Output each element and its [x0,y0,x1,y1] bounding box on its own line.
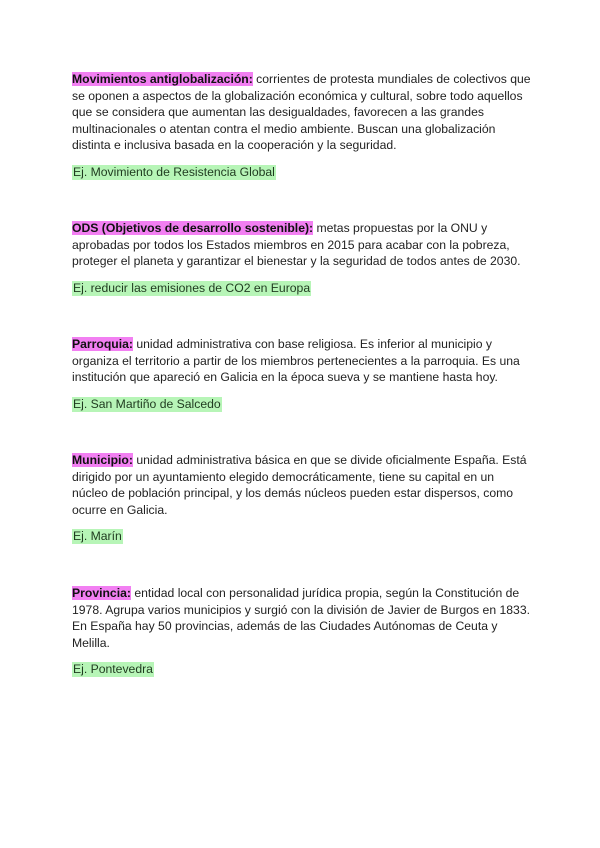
term-label: Parroquia: [72,337,133,351]
definition-paragraph [72,452,532,518]
example-label: Ej. Movimiento de Resistencia Global [73,164,275,179]
definition-paragraph [72,336,532,386]
entry-municipio [72,452,532,545]
entry-provincia [72,585,532,678]
definition-text: entidad local con personalidad jurídica propia, según la Constitución de 1978. Agrupa varios municipios y surgió con la división de Javier de Burgos en 1833. En España hay 50 provincias, además de las Ciudades Autónomas de Ceuta y Melilla. [72,586,530,650]
definition-paragraph [72,220,532,270]
example-label: Ej. San Martiño de Salcedo [73,396,221,411]
entry-parroquia [72,336,532,412]
definition-text: corrientes de protesta mundiales de colectivos que se oponen a aspectos de la globalización económica y cultural, sobre todo aquellos que se considera que aumentan las desigualdades, favorecen a las grandes multinacionales o atentan contra el medio ambiente. Buscan una globalización distinta e inclusiva basada en la cooperación y la seguridad. [72,72,531,153]
definition-paragraph [72,585,532,651]
term-label: ODS (Objetivos de desarrollo sostenible): [72,221,314,235]
entry-ods [72,220,532,296]
definition-text: metas propuestas por la ONU y aprobadas por todos los Estados miembros en 2015 para acabar con la pobreza, proteger el planeta y garantizar el bienestar y la seguridad de todos antes de 2030. [72,221,521,269]
definition-text: unidad administrativa con base religiosa. Es inferior al municipio y organiza el territorio a partir de los miembros pertenecientes a la parroquia. Es una institución que apareció en Galicia en la época sueva y se mantiene hasta hoy. [72,337,520,385]
term-label: Municipio: [72,453,133,467]
example-label: Ej. Marín [73,529,122,544]
example-label: Ej. Pontevedra [73,662,153,677]
term-label: Provincia: [72,586,131,600]
definition-paragraph [72,71,532,154]
example-label: Ej. reducir las emisiones de CO2 en Europa [73,280,311,295]
definition-text: unidad administrativa básica en que se divide oficialmente España. Está dirigido por un ayuntamiento elegido democráticamente, tiene su capital en un núcleo de población principal, y los demás núcleos pueden estar dispersos, como ocurre en Galicia. [72,453,527,517]
term-label: Movimientos antiglobalización: [72,72,253,86]
entry-movimientos-antiglobalizacion [72,71,532,181]
